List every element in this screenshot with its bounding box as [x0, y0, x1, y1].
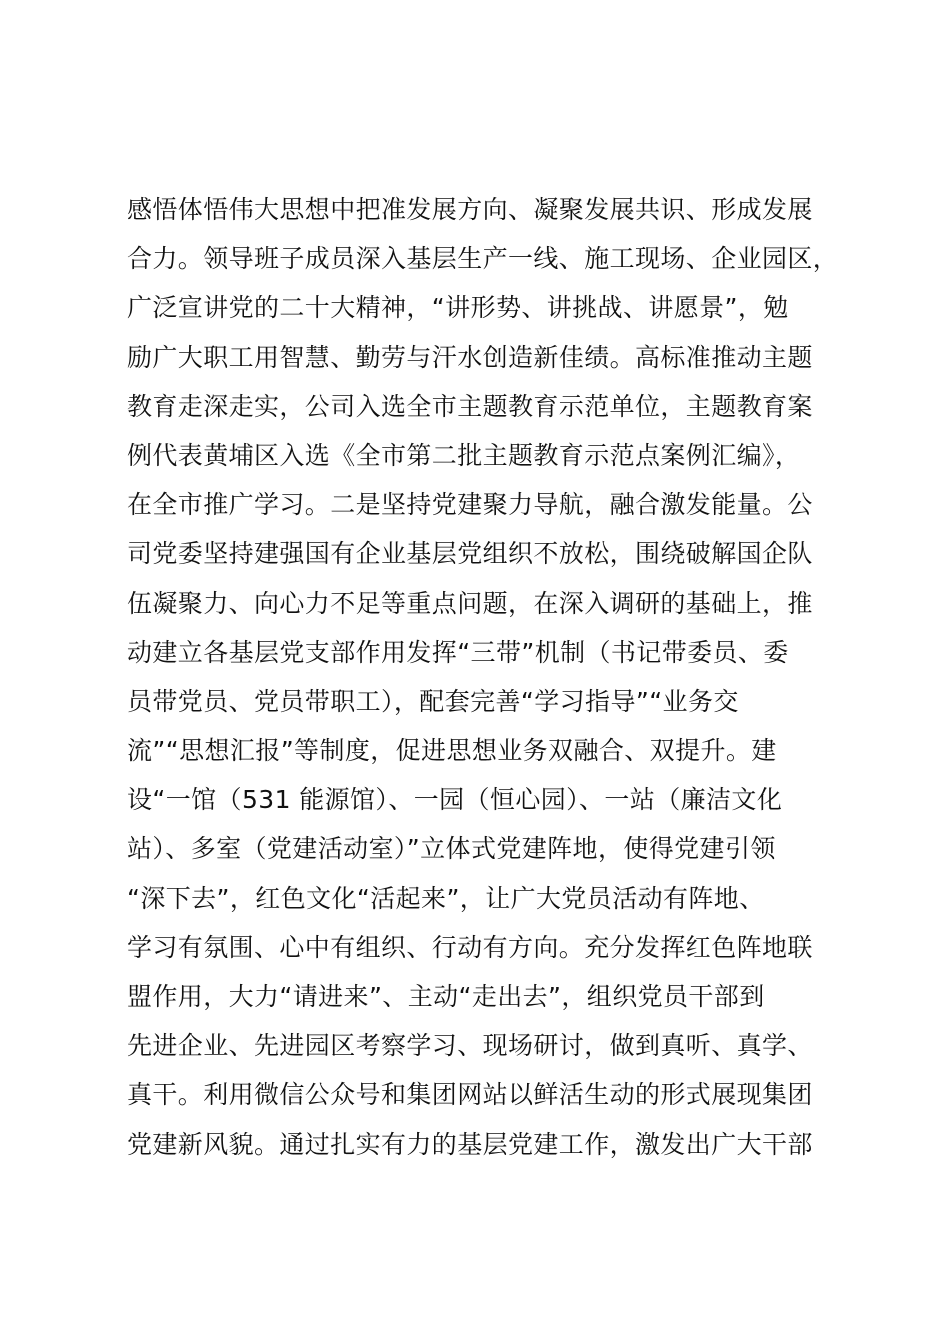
text-line-3: 广泛宣讲党的二十大精神，“讲形势、讲挑战、讲愿景”，勉: [127, 293, 789, 323]
text-line-6: 例代表黄埔区入选《全市第二批主题教育示范点案例汇编》，: [127, 440, 801, 470]
text-line-5: 教育走深走实，公司入选全市主题教育示范单位，主题教育案: [127, 391, 813, 421]
body-paragraph: [127, 185, 867, 1169]
text-line-9: 伍凝聚力、向心力不足等重点问题，在深入调研的基础上，推: [127, 588, 813, 618]
text-line-13: 设“一馆（531 能源馆）、一园（恒心园）、一站（廉洁文化: [127, 785, 783, 815]
text-line-1: 感悟体悟伟大思想中把准发展方向、凝聚发展共识、形成发展: [127, 195, 813, 224]
text-line-8: 司党委坚持建强国有企业基层党组织不放松，围绕破解国企队: [127, 539, 813, 569]
text-line-4: 励广大职工用智慧、勤劳与汗水创造新佳绩。高标准推动主题: [127, 342, 813, 372]
text-line-7: 在全市推广学习。二是坚持党建聚力导航，融合激发能量。公: [127, 490, 813, 520]
text-line-20: 党建新风貌。通过扎实有力的基层党建工作，激发出广大干部: [127, 1129, 813, 1159]
text-line-19: 真干。利用微信公众号和集团网站以鲜活生动的形式展现集团: [127, 1080, 813, 1110]
text-line-11: 员带党员、党员带职工），配套完善“学习指导”“业务交: [127, 686, 739, 716]
text-line-10: 动建立各基层党支部作用发挥“三带”机制（书记带委员、委: [127, 637, 789, 667]
text-line-2: 合力。领导班子成员深入基层生产一线、施工现场、企业园区，: [127, 244, 839, 274]
text-line-18: 先进企业、先进园区考察学习、现场研讨，做到真听、真学、: [127, 1031, 813, 1061]
text-line-14: 站）、多室（党建活动室）”立体式党建阵地，使得党建引领: [127, 834, 776, 864]
text-line-17: 盟作用，大力“请进来”、主动“走出去”，组织党员干部到: [127, 982, 765, 1011]
text-line-16: 学习有氛围、心中有组织、行动有方向。充分发挥红色阵地联: [127, 932, 813, 962]
text-line-12: 流”“思想汇报”等制度，促进思想业务双融合、双提升。建: [127, 736, 777, 766]
text-line-15: “深下去”，红色文化“活起来”，让广大党员活动有阵地、: [127, 883, 765, 913]
